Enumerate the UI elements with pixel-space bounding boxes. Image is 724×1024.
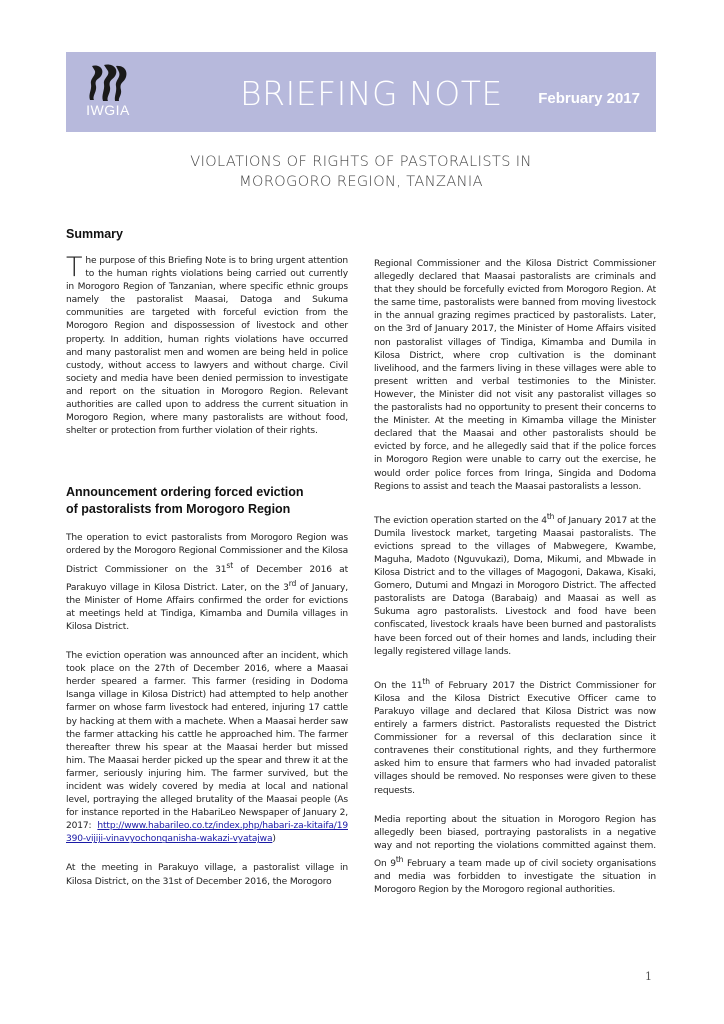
- superscript: st: [226, 560, 234, 570]
- iwgia-logo: [78, 62, 138, 124]
- right-paragraph-3: [374, 675, 656, 798]
- text-run: February a team made up of civil society organisations and media was forbidden to investigate the situation in Morogoro Region by the Morogoro regional authorities.: [374, 858, 656, 896]
- text-run: of December 2016 at Parakuyo village in Kilosa District. Later, on the 3: [66, 564, 349, 593]
- summary-text: he purpose of this Briefing Note is to bring urgent attention to the human rights violations being carried out currently in Morogoro Region of Tanzanian, where specific ethnic groups namely the pastoralist Maasai, Datoga and Sukuma communities are targeted with forceful eviction from the Morogoro Region and dispossession of livestock and other property. In addition, human rights violations have occurred and many pastoralist men and women are being held in police custody, without access to lawyers and without charge. Civil society and media have been denied permission to investigate and report on the situation in Morogoro Region. Relevant authorities are called upon to address the current situation in Morogoro Region, where many pastoralists are without food, shelter or protection from further violation of their rights.: [66, 256, 348, 437]
- announcement-heading-line-1: Announcement ordering forced eviction: [66, 485, 304, 500]
- announcement-heading-line-2: of pastoralists from Morogoro Region: [66, 502, 291, 517]
- document-title: [66, 152, 656, 192]
- summary-paragraph: [66, 252, 348, 438]
- text-run: The eviction operation started on the 4: [374, 515, 547, 526]
- logo-text: IWGIA: [86, 102, 130, 118]
- text-run: of January 2017 at the Dumila livestock market, targeting Maasai pastoralists. The evictions spread to the villages of Mabwegere, Kwambe, Maguha, Madoto (Nguvukazi), Doma, Mikumi, and Mbwade in Kilosa District and to the villages of Magogoni, Dakawa, Kisaki, Gomero, Dutumi and Mngazi in Morogoro District. The affected pastoralists are Datoga (Barabaig) and Maasai as well as Sukuma agro pastoralists. Livestock and food have been confiscated, livestock kraals have been burned and pastoralists have been forced out of their homes and lands, including their legally registered village lands.: [374, 515, 656, 657]
- summary-heading: Summary: [66, 227, 123, 241]
- superscript: th: [546, 511, 555, 521]
- text-run: of January, the Minister of Home Affairs confirmed the order for evictions at meetings held at Tindiga, Kimamba and Dumila villages in Kilosa District.: [66, 582, 348, 632]
- text-run: of February 2017 the District Commissioner for Kilosa and the Kilosa District Executive Officer came to Parakuyo village and declared that Kilosa District was now entirely a farmers district. Pastoralists requested the District Commissioner for a reversal of this declaration since it contravenes their constitutional rights, and they furthermore asked him to ensure that farmers who had invaded patoralist villages should be removed. No responses were given to these requests.: [374, 680, 656, 796]
- page-number: 1: [645, 970, 652, 983]
- announcement-heading: [66, 484, 348, 518]
- superscript: rd: [288, 578, 297, 588]
- right-column: [374, 258, 656, 913]
- text-run: On the 11: [374, 680, 423, 691]
- document-title-line-2: MOROGORO REGION, TANZANIA: [239, 174, 483, 190]
- document-title-line-1: VIOLATIONS OF RIGHTS OF PASTORALISTS IN: [190, 154, 532, 170]
- right-paragraph-2: [374, 510, 656, 659]
- right-paragraph-4: [374, 814, 656, 898]
- header-banner: [66, 52, 656, 132]
- announcement-paragraph-3: At the meeting in Parakuyo village, a pastoralist village in Kilosa District, on the 31st of December 2016, the Morogoro: [66, 863, 348, 887]
- banner-date: February 2017: [538, 90, 640, 107]
- text-run: ): [272, 834, 276, 845]
- text-run: The eviction operation was announced after an incident, which took place on the 27th of December 2016, where a Maasai herder speared a farmer. This farmer (residing in Dodoma Isanga village in Kilosa District) had attempted to help another farmer on whose farm livestock had entered, injuring 17 cattle by hacking at them with a machete. When a Maasai herder saw the farmer attacking his cattle he approached him. The farmer thereafter threw his spear at the Maasai herder but missed him. The Maasai herder picked up the spear and threw it at the farmer, seriously injuring him. The farmer survived, but the incident was widely covered by media at local and national level, portraying the alleged brutality of the Maasai people (As for instance reported in the HabariLeo Newspaper of January 2, 2017:: [66, 651, 348, 832]
- habarileo-link[interactable]: http://www.habarileo.co.tz/index.php/habari-za-kitaifa/19390-vijiji-vinavyochonganisha-wakazi-vyatajwa: [66, 821, 348, 845]
- text-run: The operation to evict pastoralists from Morogoro Region was ordered by the Morogoro Regional Commissioner and the Kilosa District Commissioner on the 31: [66, 533, 348, 575]
- superscript: th: [395, 854, 404, 864]
- banner-title: BRIEFING NOTE: [240, 74, 503, 113]
- drop-cap: T: [66, 252, 83, 283]
- right-paragraph-1: Regional Commissioner and the Kilosa District Commissioner allegedly declared that Maasai pastoralists are criminals and that they should be forcefully evicted from Morogoro Region. At the same time, pastoralists were banned from moving livestock in the annual grazing regimes practiced by pastoralists. Later, on the 3rd of January 2017, the Minister of Home Affairs visited non pastoralist villages of Tindiga, Kimamba and Dumila in Kilosa District, where crop cultivation is the dominant livelihood, and the farmers living in these villages were able to present written and verbal testimonies to the Minister. However, the Minister did not visit any pastoralist villages so the pastoralists had no opportunity to present their concerns to the Minister. At the meeting in Kimamba village the Minister declared that the Maasai and other pastoralists should be evicted by force, and he allegedly said that if the police forces in Morogoro Region were unable to carry out the exercise, he would order police forces from Iringa, Singida and Dodoma Regions to assist and teach the Maasai pastoralists a lesson.: [374, 259, 656, 492]
- text-run: Media reporting about the situation in Morogoro Region has allegedly been biased, portraying pastoralists in a negative way and not reporting the violations committed against them. On 9: [374, 814, 656, 869]
- iwgia-logo-icon: [86, 62, 130, 102]
- superscript: th: [422, 676, 430, 686]
- announcement-paragraph-2: [66, 650, 348, 846]
- left-column: [66, 226, 348, 905]
- announcement-paragraph-1: [66, 532, 348, 634]
